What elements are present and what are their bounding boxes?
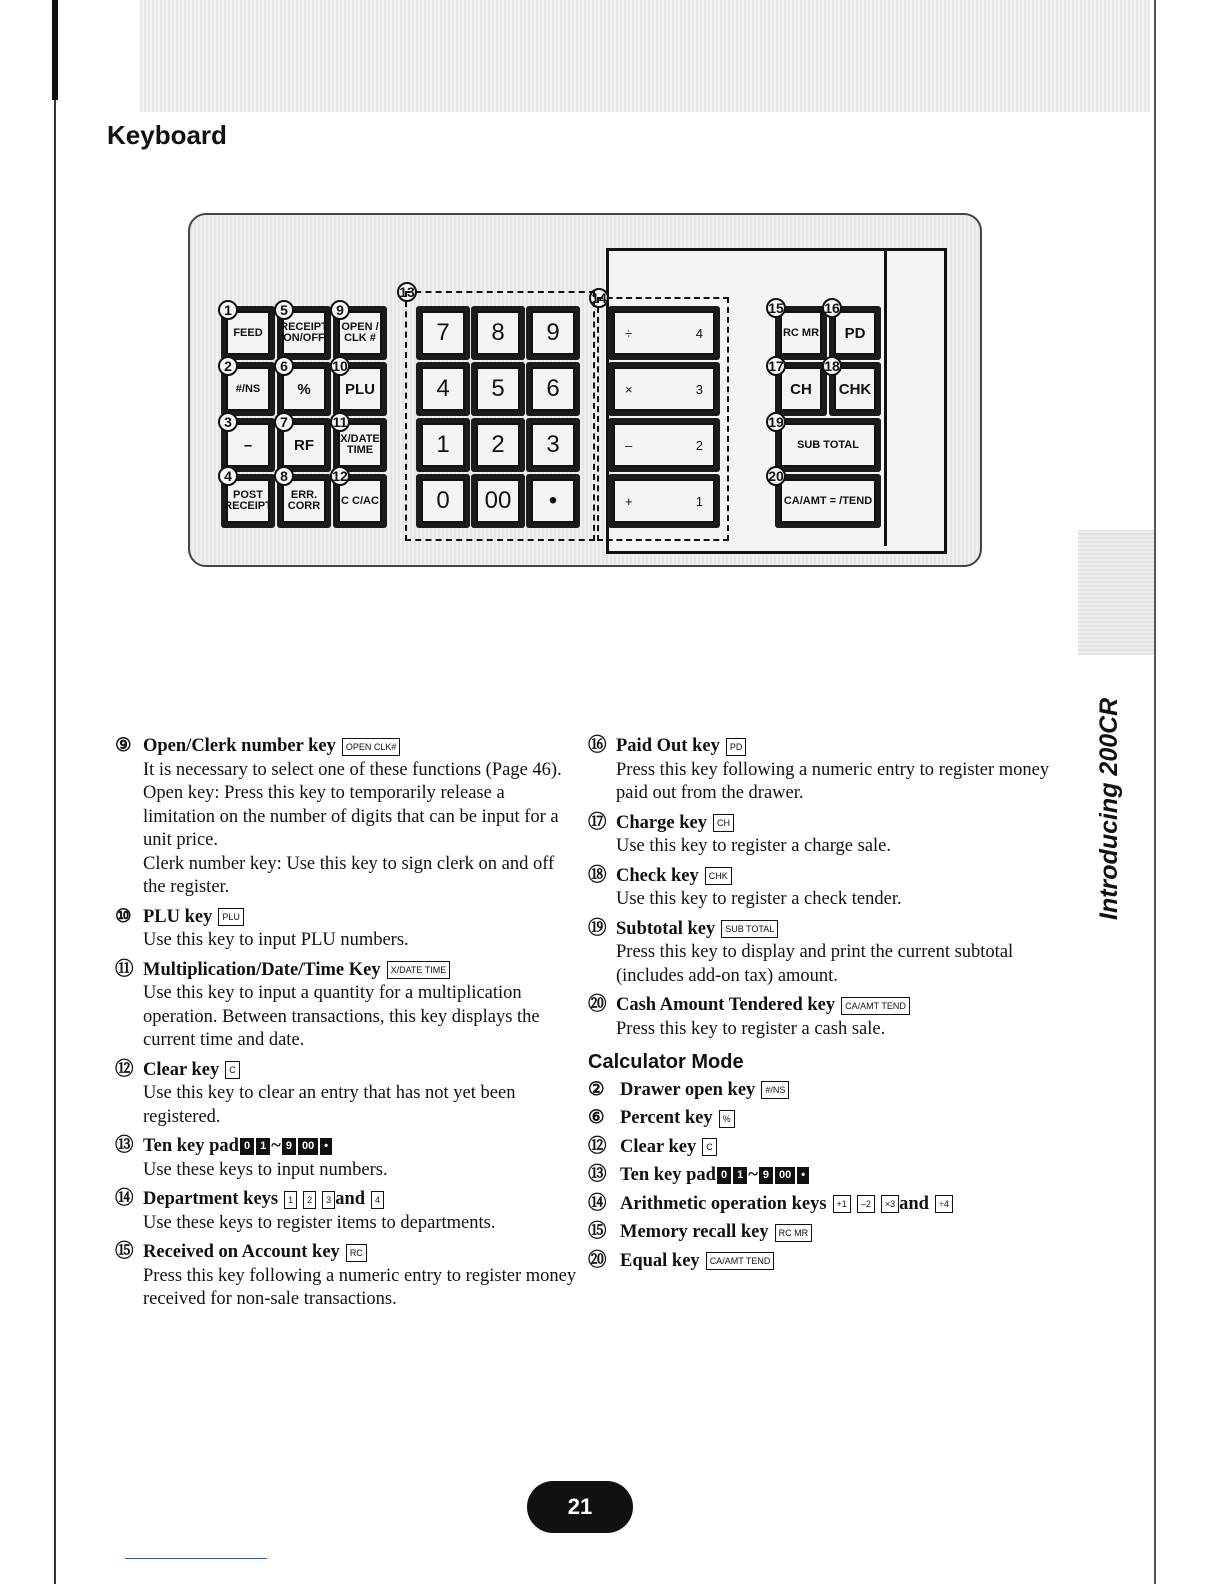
entry-text: Open key: Press this key to temporarily release a limitation on the number of digits that can be input for a unit price.: [143, 783, 559, 850]
number-key-9-label: 0: [421, 479, 465, 523]
entry-title: Open/Clerk number key: [143, 736, 336, 756]
entry-heading: [115, 1241, 580, 1265]
number-key-11-label: •: [531, 479, 575, 523]
entry-number: ⑭: [115, 1189, 134, 1209]
callout-badge-6: 6: [274, 356, 294, 376]
callout-badge-8: 8: [274, 466, 294, 486]
key-clear-label: C C/AC: [338, 479, 382, 523]
entry-title: Clear key: [620, 1136, 697, 1157]
number-key-3-label: 4: [421, 367, 465, 411]
key-description: [115, 1059, 580, 1130]
entry-title: Drawer open key: [620, 1079, 756, 1100]
key-icon: ×3: [881, 1195, 899, 1213]
entry-heading: [115, 1135, 580, 1159]
number-key-7-label: 2: [476, 423, 520, 467]
entry-title: PLU key: [143, 906, 213, 927]
entry-heading: [115, 906, 580, 930]
header-band: [140, 0, 1150, 112]
callout-badge-18: 18: [822, 356, 842, 376]
key-icon: RC MR: [775, 1224, 813, 1242]
side-tab-label: Introducing 200CR: [1095, 697, 1123, 920]
range-tilde: ~: [748, 1165, 758, 1185]
callout-badge-5: 5: [274, 300, 294, 320]
key-icon: 9: [759, 1167, 773, 1184]
entry-number: ⑰: [588, 812, 607, 833]
entry-heading: [588, 735, 1063, 759]
key-icon: PD: [726, 738, 747, 756]
key-icon: SUB TOTAL: [721, 920, 778, 938]
left-column: [115, 735, 580, 1318]
number-key-10-label: 00: [476, 479, 520, 523]
entry-title: Subtotal key: [616, 918, 716, 939]
entry-heading: [115, 1059, 580, 1083]
key-icon: 0: [240, 1138, 254, 1155]
key-ch-label: CH: [780, 367, 822, 411]
side-tab-band: [1078, 530, 1154, 655]
dept-symbol: –: [625, 437, 633, 453]
entry-heading: [115, 959, 580, 983]
key-icon: CA/AMT TEND: [706, 1252, 775, 1270]
key-description: [588, 865, 1063, 912]
key-pd-label: PD: [834, 311, 876, 355]
number-key-4-label: 5: [476, 367, 520, 411]
entry-text: Use this key to register a charge sale.: [616, 836, 892, 856]
key-icon: CH: [713, 814, 734, 832]
calculator-mode-heading: Calculator Mode: [588, 1051, 744, 1073]
entry-title: Multiplication/Date/Time Key: [143, 959, 381, 980]
entry-text: Press this key following a numeric entry to register money received for non-sale transactions.: [143, 1265, 577, 1309]
key-icon: •: [320, 1138, 332, 1155]
entry-text: Use this key to register a check tender.: [616, 889, 902, 909]
entry-heading: [588, 994, 1063, 1018]
key-icon: •: [797, 1167, 809, 1184]
callout-badge-14: 14: [589, 288, 609, 308]
dept-symbol: +: [625, 493, 633, 509]
entry-number: ⑩: [115, 906, 132, 927]
calculator-mode-item: [588, 1250, 1063, 1274]
entry-heading: [115, 735, 580, 759]
entry-number: ⑬: [588, 1165, 607, 1185]
page-title: Keyboard: [107, 120, 227, 150]
page-number: 21: [527, 1481, 633, 1533]
key-receipt-label: RECEIPT ON/OFF: [282, 311, 326, 355]
key-feed-label: FEED: [226, 311, 270, 355]
key-subtotal: [775, 418, 881, 472]
entry-title: Paid Out key: [616, 736, 720, 756]
entry-number: ⑮: [588, 1222, 607, 1242]
key-icon: #/NS: [761, 1081, 789, 1099]
number-key-0-label: 7: [421, 311, 465, 355]
callout-badge-10: 10: [330, 356, 350, 376]
entry-title: Memory recall key: [620, 1222, 769, 1242]
key-minus-label: –: [226, 423, 270, 467]
callout-badge-7: 7: [274, 412, 294, 432]
key-icon: –2: [857, 1195, 875, 1213]
key-open-label: OPEN / CLK #: [338, 311, 382, 355]
entry-title: Percent key: [620, 1108, 713, 1128]
key-description: [115, 959, 580, 1053]
key-icon: 9: [282, 1138, 296, 1155]
entry-number: ②: [588, 1079, 605, 1100]
key-icon: 1: [284, 1191, 297, 1209]
key-icon: ÷4: [935, 1195, 953, 1213]
dept-group-outline: [597, 297, 729, 541]
entry-number: ⑳: [588, 1250, 607, 1271]
key-icon: X/DATE TIME: [387, 961, 451, 979]
entry-title: Ten key pad: [143, 1136, 239, 1156]
key-icon: 1: [256, 1138, 270, 1155]
left-margin-line: [54, 100, 56, 1584]
key-icon: 2: [303, 1191, 316, 1209]
right-margin-line: [1154, 0, 1156, 1584]
entry-number: ⑲: [588, 918, 607, 939]
right-column: [588, 735, 1063, 1278]
key-icon: OPEN CLK#: [342, 738, 401, 756]
key-description: [115, 735, 580, 900]
calculator-mode-item: [588, 1107, 1063, 1131]
dept-symbol: ÷: [625, 325, 633, 341]
number-key-1-label: 8: [476, 311, 520, 355]
key-icon: 0: [717, 1167, 731, 1184]
entry-text: Use this key to input PLU numbers.: [143, 930, 409, 950]
callout-badge-9: 9: [330, 300, 350, 320]
range-tilde: ~: [271, 1136, 281, 1156]
entry-text: Use this key to clear an entry that has not yet been registered.: [143, 1083, 516, 1127]
callout-badge-16: 16: [822, 298, 842, 318]
key-chk-label: CHK: [834, 367, 876, 411]
key-rf-label: RF: [282, 423, 326, 467]
key-description: [588, 918, 1063, 989]
key-ca-label: CA/AMT = /TEND: [780, 479, 876, 523]
key-description: [115, 1188, 580, 1235]
entry-title: Department keys: [143, 1189, 279, 1209]
and-word: and: [335, 1189, 366, 1209]
entry-number: ⑳: [588, 995, 607, 1015]
key-icon: C: [225, 1061, 240, 1079]
entry-title: Clear key: [143, 1059, 220, 1080]
entry-number: ⑨: [115, 736, 132, 756]
key-description: [588, 735, 1063, 806]
callout-badge-11: 11: [330, 412, 350, 432]
entry-text: Press this key following a numeric entry to register money paid out from the drawer.: [616, 759, 1050, 803]
entry-text: It is necessary to select one of these functions (Page 46).: [143, 759, 562, 780]
key-rc-label: RC MR: [780, 311, 822, 355]
key-description: [115, 906, 580, 953]
key-icon: PLU: [218, 908, 244, 926]
number-key-2-label: 9: [531, 311, 575, 355]
key-icon: 3: [322, 1191, 335, 1209]
key-description: [588, 812, 1063, 859]
entry-heading: [588, 812, 1063, 836]
entry-heading: [588, 865, 1063, 889]
entry-heading: [115, 1188, 580, 1212]
entry-title: Ten key pad: [620, 1165, 716, 1185]
calculator-mode-item: [588, 1221, 1063, 1245]
calculator-mode-item: [588, 1079, 1063, 1103]
calculator-mode-item: [588, 1164, 1063, 1188]
dept-number: 1: [695, 493, 703, 509]
number-key-5-label: 6: [531, 367, 575, 411]
number-key-8-label: 3: [531, 423, 575, 467]
entry-title: Cash Amount Tendered key: [616, 995, 836, 1015]
key-err-label: ERR. CORR: [282, 479, 326, 523]
entry-number: ⑫: [115, 1059, 134, 1080]
key-plu-label: PLU: [338, 367, 382, 411]
key-icon: CHK: [705, 867, 732, 885]
entry-title: Arithmetic operation keys: [620, 1193, 827, 1214]
tenkey-group-outline: [405, 291, 595, 541]
key-icon: +1: [833, 1195, 851, 1213]
key-icon: 1: [733, 1167, 747, 1184]
callout-badge-1: 1: [218, 300, 238, 320]
dept-number: 4: [695, 325, 703, 341]
callout-badge-12: 12: [330, 466, 350, 486]
dept-number: 2: [695, 437, 703, 453]
entry-text: Use this key to input a quantity for a multiplication operation. Between transactions, this key displays the current time and date.: [143, 983, 540, 1050]
key-icon: C: [702, 1138, 717, 1156]
callout-badge-20: 20: [766, 466, 786, 486]
entry-number: ⑫: [588, 1136, 607, 1157]
display-divider: [884, 250, 887, 546]
entry-title: Equal key: [620, 1250, 700, 1271]
entry-number: ⑮: [115, 1242, 134, 1262]
entry-number: ⑬: [115, 1136, 134, 1156]
key-icon: 00: [298, 1138, 318, 1155]
number-key-6-label: 1: [421, 423, 465, 467]
key-post-label: POST RECEIPT: [226, 479, 270, 523]
left-margin-rule: [52, 0, 58, 100]
key-icon: 4: [371, 1191, 384, 1209]
key-description: [115, 1135, 580, 1182]
callout-badge-19: 19: [766, 412, 786, 432]
callout-badge-2: 2: [218, 356, 238, 376]
entry-text: Clerk number key: Use this key to sign clerk on and off the register.: [143, 853, 555, 897]
callout-badge-13: 13: [397, 282, 417, 302]
key-description: [115, 1241, 580, 1312]
entry-title: Check key: [616, 865, 699, 886]
entry-text: Use these keys to input numbers.: [143, 1159, 388, 1180]
callout-badge-3: 3: [218, 412, 238, 432]
key-ns-label: #/NS: [226, 367, 270, 411]
entry-number: ⑭: [588, 1193, 607, 1214]
key-icon: %: [719, 1110, 735, 1128]
calculator-mode-item: [588, 1193, 1063, 1217]
callout-badge-4: 4: [218, 466, 238, 486]
key-icon: 00: [775, 1167, 795, 1184]
key-ca: [775, 474, 881, 528]
footer-line: [125, 1558, 267, 1559]
entry-text: Press this key to display and print the current subtotal (includes add-on tax) amount.: [616, 942, 1014, 986]
key-subtotal-label: SUB TOTAL: [780, 423, 876, 467]
entry-number: ⑯: [588, 736, 607, 756]
entry-text: Use these keys to register items to departments.: [143, 1212, 496, 1233]
key-icon: RC: [346, 1244, 367, 1262]
key-percent-label: %: [282, 367, 326, 411]
entry-text: Press this key to register a cash sale.: [616, 1018, 886, 1039]
entry-title: Received on Account key: [143, 1242, 340, 1262]
dept-number: 3: [695, 381, 703, 397]
and-word: and: [899, 1193, 929, 1214]
entry-number: ⑥: [588, 1108, 605, 1128]
dept-symbol: ×: [625, 381, 633, 397]
entry-number: ⑱: [588, 865, 607, 886]
entry-heading: [588, 918, 1063, 942]
calculator-mode-item: [588, 1136, 1063, 1160]
callout-badge-17: 17: [766, 356, 786, 376]
key-description: [588, 994, 1063, 1041]
callout-badge-15: 15: [766, 298, 786, 318]
entry-number: ⑪: [115, 959, 134, 980]
key-icon: CA/AMT TEND: [841, 997, 910, 1015]
entry-title: Charge key: [616, 812, 707, 833]
key-xdate-label: X/DATE TIME: [338, 423, 382, 467]
